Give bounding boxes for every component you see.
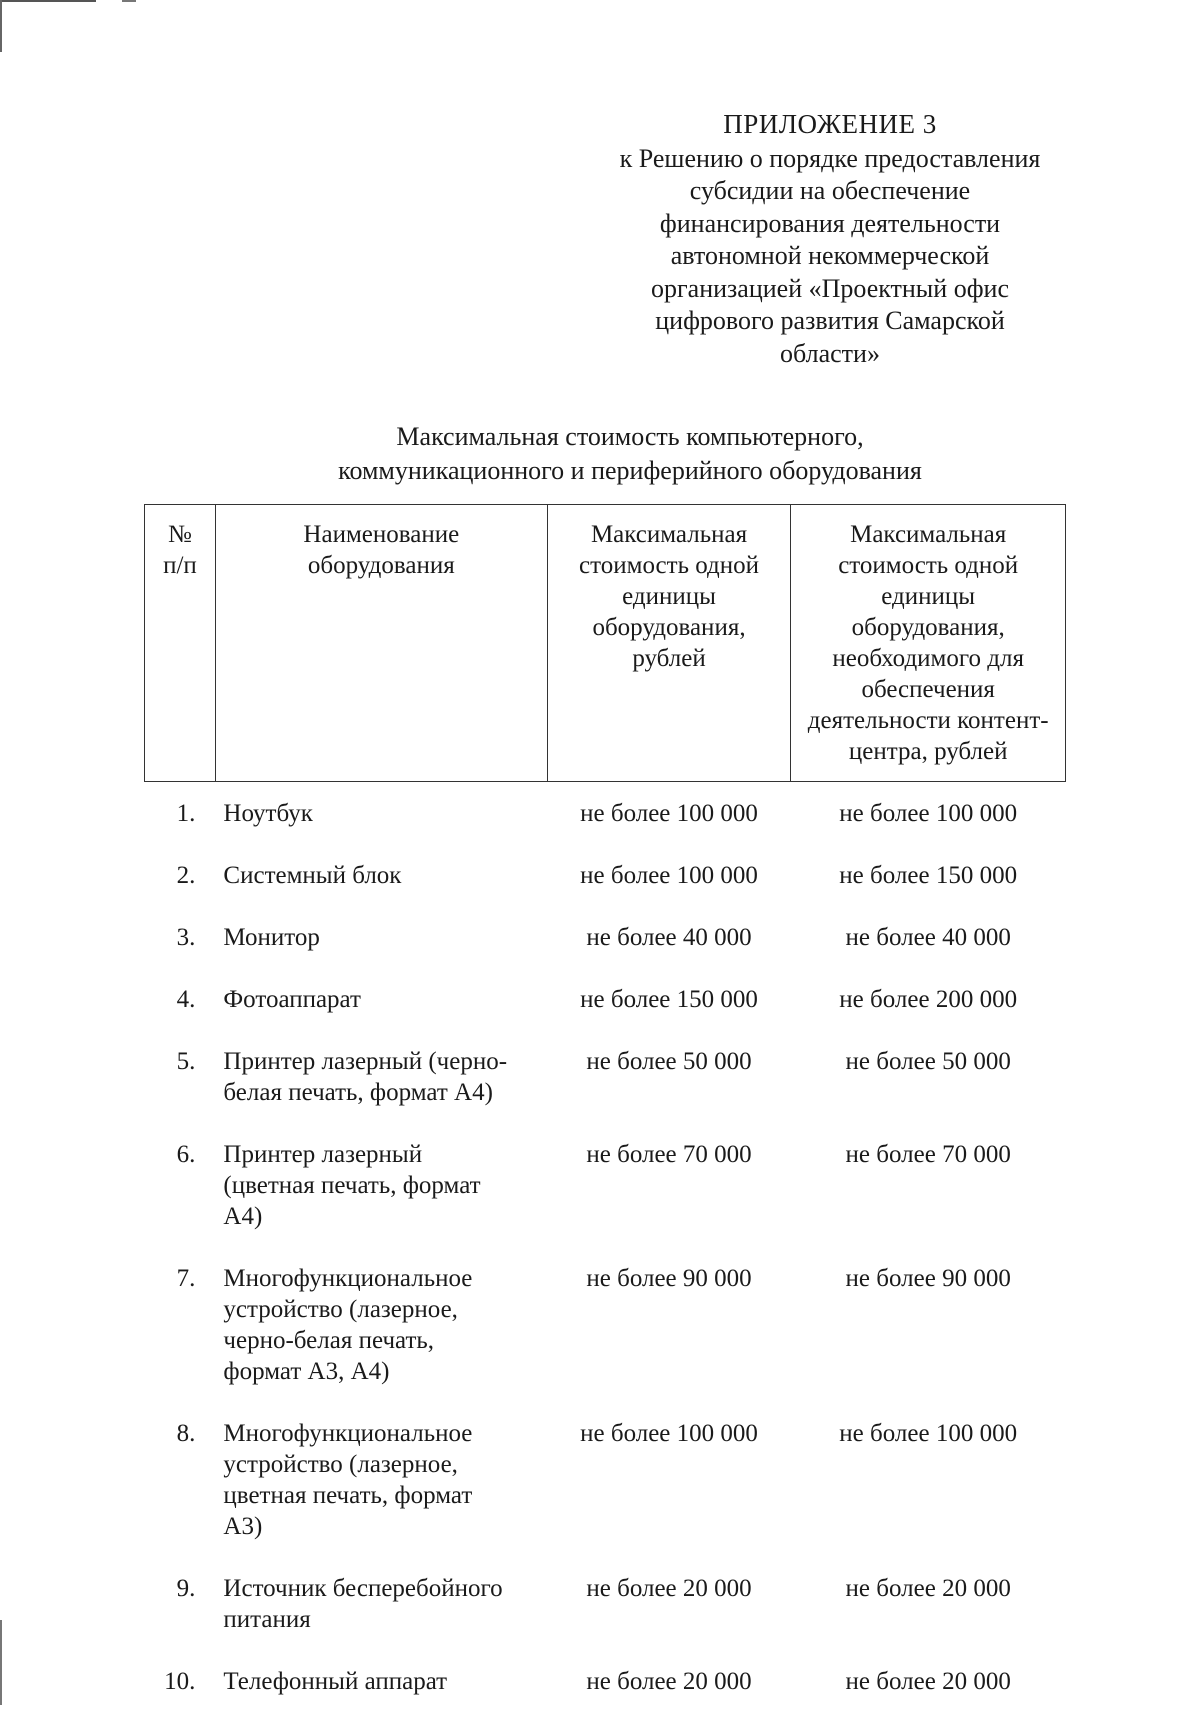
row-price: не более 150 000: [580, 986, 758, 1013]
scan-artifact: [0, 0, 2, 52]
header-price: [547, 505, 791, 782]
appendix-block: [560, 108, 1100, 370]
row-price-content-center: не более 40 000: [845, 924, 1011, 951]
row-name: [215, 1404, 547, 1559]
header-num: [145, 505, 216, 782]
row-price-content-center: не более 70 000: [845, 1141, 1011, 1168]
document-title: [0, 420, 1200, 488]
name-line: А4): [223, 1203, 263, 1230]
title-line: Максимальная стоимость компьютерного,: [396, 422, 864, 451]
name-line: Многофункциональное: [223, 1265, 473, 1292]
row-price-content-center: не более 100 000: [839, 800, 1018, 827]
row-name: [215, 846, 547, 908]
row-num: 5.: [176, 1048, 196, 1075]
row-num: 6.: [176, 1141, 196, 1168]
appendix-line: автономной некоммерческой: [670, 241, 990, 270]
row-price-content-center: не более 90 000: [845, 1265, 1011, 1292]
name-line: питания: [223, 1606, 311, 1633]
table-row: [145, 1249, 1066, 1404]
table-row: [145, 782, 1066, 847]
row-name: [215, 1559, 547, 1652]
equipment-cost-table: [144, 504, 1066, 1714]
header-line: рублей: [632, 645, 706, 672]
scan-artifact: [0, 0, 96, 2]
row-price-content-center: не более 100 000: [839, 1420, 1018, 1447]
table-row: [145, 1404, 1066, 1559]
appendix-line: цифрового развития Самарской: [655, 306, 1005, 335]
row-num: 3.: [176, 924, 196, 951]
name-line: Телефонный аппарат: [223, 1668, 448, 1695]
name-line: Фотоаппарат: [223, 986, 361, 1013]
name-line: (цветная печать, формат: [223, 1172, 481, 1199]
name-line: белая печать, формат А4): [223, 1079, 493, 1106]
row-name: [215, 782, 547, 847]
row-price: не более 20 000: [586, 1575, 752, 1602]
table-row: [145, 970, 1066, 1032]
row-price-content-center: не более 150 000: [839, 862, 1018, 889]
table-header-row: [145, 505, 1066, 782]
header-line: Максимальная: [850, 521, 1007, 548]
row-price: не более 50 000: [586, 1048, 752, 1075]
name-line: устройство (лазерное,: [223, 1296, 458, 1323]
header-line: оборудования,: [592, 614, 746, 641]
name-line: устройство (лазерное,: [223, 1451, 458, 1478]
header-line: необходимого для: [832, 645, 1024, 672]
row-name: [215, 908, 547, 970]
row-price-content-center: не более 20 000: [845, 1668, 1011, 1695]
row-price: не более 100 000: [580, 1420, 758, 1447]
appendix-line: к Решению о порядке предоставления: [619, 143, 1041, 173]
row-price-content-center: не более 50 000: [845, 1048, 1011, 1075]
table-row: [145, 1032, 1066, 1125]
name-line: черно-белая печать,: [223, 1327, 435, 1354]
appendix-heading: ПРИЛОЖЕНИЕ 3: [723, 109, 937, 139]
row-price: не более 70 000: [586, 1141, 752, 1168]
row-num: 1.: [176, 800, 196, 827]
row-price: не более 100 000: [580, 862, 758, 889]
appendix-line: области»: [780, 338, 880, 368]
header-line: Максимальная: [590, 521, 748, 548]
header-line: п/п: [163, 552, 197, 579]
header-line: Наименование: [303, 521, 460, 548]
header-line: деятельности контент-: [807, 707, 1049, 734]
scan-artifact: [122, 0, 136, 2]
name-line: Многофункциональное: [223, 1420, 473, 1447]
row-price: не более 90 000: [586, 1265, 752, 1292]
row-price: не более 40 000: [586, 924, 752, 951]
header-line: центра, рублей: [848, 738, 1008, 765]
header-line: обеспечения: [861, 676, 995, 703]
row-price-content-center: не более 20 000: [845, 1575, 1011, 1602]
header-line: стоимость одной: [838, 552, 1019, 579]
table-row: [145, 1559, 1066, 1652]
header-price-content-center: [791, 505, 1066, 782]
appendix-line: субсидии на обеспечение: [689, 176, 971, 205]
header-line: №: [168, 521, 192, 548]
appendix-line: финансирования деятельности: [659, 208, 1001, 238]
row-name: [215, 970, 547, 1032]
row-num: 9.: [176, 1575, 196, 1602]
row-price: не более 100 000: [580, 800, 758, 827]
title-line: коммуникационного и периферийного оборудования: [338, 456, 922, 485]
row-num: 7.: [176, 1265, 196, 1292]
row-num: 10.: [164, 1668, 196, 1695]
header-line: единицы: [622, 583, 716, 610]
row-price: не более 20 000: [586, 1668, 752, 1695]
name-line: Источник бесперебойного: [223, 1575, 503, 1602]
table-row: [145, 908, 1066, 970]
table-row: [145, 1125, 1066, 1249]
row-num: 8.: [176, 1420, 196, 1447]
name-line: Монитор: [223, 924, 320, 951]
appendix-line: организацией «Проектный офис: [650, 273, 1009, 303]
header-line: единицы: [881, 583, 976, 610]
row-name: [215, 1032, 547, 1125]
name-line: Принтер лазерный: [223, 1141, 423, 1168]
header-line: оборудования,: [851, 614, 1005, 641]
name-line: формат А3, А4): [223, 1358, 390, 1385]
table-row: [145, 846, 1066, 908]
name-line: А3): [223, 1513, 263, 1540]
name-line: цветная печать, формат: [223, 1482, 473, 1509]
name-line: Системный блок: [223, 862, 402, 889]
row-name: [215, 1125, 547, 1249]
scan-artifact: [0, 1620, 2, 1705]
name-line: Ноутбук: [223, 800, 313, 827]
row-name: [215, 1249, 547, 1404]
row-num: 2.: [176, 862, 196, 889]
header-line: стоимость одной: [579, 552, 759, 579]
header-name: [215, 505, 547, 782]
name-line: Принтер лазерный (черно-: [223, 1048, 508, 1075]
header-line: оборудования: [307, 552, 455, 579]
row-num: 4.: [176, 986, 196, 1013]
row-price-content-center: не более 200 000: [839, 986, 1018, 1013]
